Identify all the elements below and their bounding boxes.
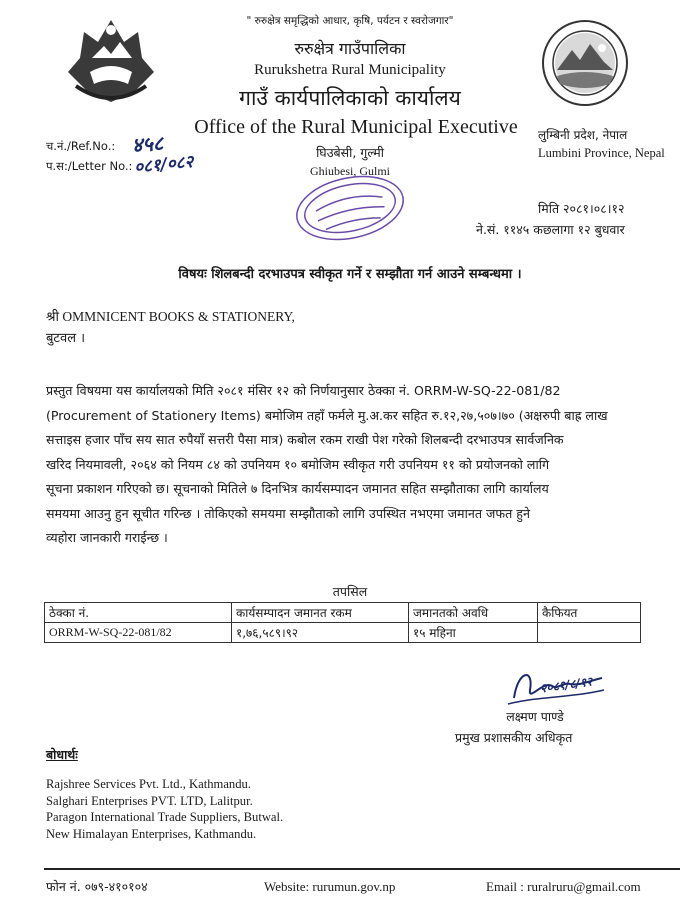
body-line: खरिद नियमावली, २०६४ को नियम ८४ को उपनियम १० बमोजिम स्वीकृत गरी उपनियम ११ को प्रयोजनको लागि xyxy=(46,456,550,472)
list-item: Salghari Enterprises PVT. LTD, Lalitpur. xyxy=(46,793,253,808)
body-line: सत्ताइस हजार पाँच सय सात रुपैयाँ सत्तरी पैसा मात्र) कबोल रकम राखी पेश गरेको शिलबन्दी दरभाउपत्र सार्वजनिक xyxy=(46,432,564,447)
list-item: Paragon International Trade Suppliers, Butwal. xyxy=(46,810,284,824)
motto: " रुरुक्षेत्र समृद्धिको आधार, कृषि, पर्यटन र स्वरोजगार" xyxy=(246,15,454,27)
place-en: Ghiubesi, Gulmi xyxy=(310,164,390,178)
ref-no-value: ४५८ xyxy=(131,130,165,158)
list-item: New Himalayan Enterprises, Kathmandu. xyxy=(46,826,257,841)
province-np: लुम्बिनी प्रदेश, नेपाल xyxy=(538,128,628,142)
municipality-name-np: रुरुक्षेत्र गाउँपालिका xyxy=(294,39,406,58)
province-en: Lumbini Province, Nepal xyxy=(538,146,665,160)
footer-phone: फोन नं. ०७९-४१०१०४ xyxy=(46,879,148,894)
office-name-np: गाउँ कार्यपालिकाको कार्यालय xyxy=(239,86,461,110)
header-cell: ठेक्का नं. xyxy=(45,603,232,623)
addressee-name: श्री OMMNICENT BOOKS & STATIONERY, xyxy=(46,309,295,324)
table-caption: तपसिल xyxy=(332,584,368,599)
office-stamp xyxy=(286,170,414,246)
list-item: Rajshree Services Pvt. Ltd., Kathmandu. xyxy=(46,777,251,791)
header-cell: कैफियत xyxy=(538,603,641,623)
signature-date: २०८१/८/१२ xyxy=(539,674,594,696)
cell-contract-no: ORRM-W-SQ-22-081/82 xyxy=(45,623,232,643)
header-cell: जमानतको अवधि xyxy=(409,603,538,623)
subject-line: विषयः शिलबन्दी दरभाउपत्र स्वीकृत गर्ने र सम्झौता गर्न आउने सम्बन्धमा । xyxy=(178,267,522,282)
municipality-seal-logo xyxy=(540,18,630,108)
nepal-emblem-logo xyxy=(62,14,160,110)
body-line: सूचना प्रकाशन गरिएको छ। सूचनाको मितिले ७ दिनभित्र कार्यसम्पादन जमानत सहित सम्झौताका लागि कार्यालय xyxy=(46,481,549,496)
cc-heading: बोधार्थः xyxy=(46,747,78,762)
table-row xyxy=(45,623,641,643)
date-line: मिति २०८१।०८।१२ xyxy=(538,201,625,216)
signatory-title: प्रमुख प्रशासकीय अधिकृत xyxy=(455,730,573,745)
office-name-en: Office of the Rural Municipal Executive xyxy=(194,116,518,138)
details-table xyxy=(44,602,641,643)
footer-website[interactable]: Website: rurumun.gov.np xyxy=(264,879,396,894)
nepal-sambat-line: ने.सं. ११४५ कछलागा १२ बुधवार xyxy=(476,222,625,237)
header-cell: कार्यसम्पादन जमानत रकम xyxy=(232,603,409,623)
body-line: प्रस्तुत विषयमा यस कार्यालयको मिति २०८१ मंसिर १२ को निर्णयानुसार ठेक्का नं. ORRM-W-SQ-22-081/82 xyxy=(46,383,561,398)
body-line: (Procurement of Stationery Items) बमोजिम तहाँ फर्मले मु.अ.कर सहित रु.१२,२७,५०७।७० (अक्षरुपी बाह्र लाख xyxy=(46,407,608,423)
table-header-row xyxy=(45,603,641,623)
footer-email[interactable]: Email : ruralruru@gmail.com xyxy=(486,879,641,894)
municipality-name-en: Rurukshetra Rural Municipality xyxy=(254,62,446,78)
body-line: व्यहोरा जानकारी गराईन्छ । xyxy=(46,530,168,545)
letter-body xyxy=(46,379,686,551)
body-line: समयमा आउनु हुन सूचीत गरिन्छ । तोकिएको समयमा सम्झौताको लागि उपस्थित नभएमा जमानत जफत हुने xyxy=(46,505,530,521)
ref-no-label: च.नं./Ref.No.: xyxy=(46,139,116,153)
cc-list xyxy=(46,776,283,842)
signatory-name: लक्ष्मण पाण्डे xyxy=(506,709,564,724)
addressee-city: बुटवल । xyxy=(46,331,86,346)
letter-no-label: प.स:/Letter No.: xyxy=(46,159,133,173)
cell-duration: १५ महिना xyxy=(409,623,538,643)
cell-guarantee-amount: १,७६,५८९।९२ xyxy=(232,623,409,643)
footer-divider xyxy=(44,868,680,870)
letter-no-value: ०८१/०८२ xyxy=(133,151,195,179)
place-np: घिउबेसी, गुल्मी xyxy=(316,145,384,160)
cell-remarks xyxy=(538,623,641,643)
